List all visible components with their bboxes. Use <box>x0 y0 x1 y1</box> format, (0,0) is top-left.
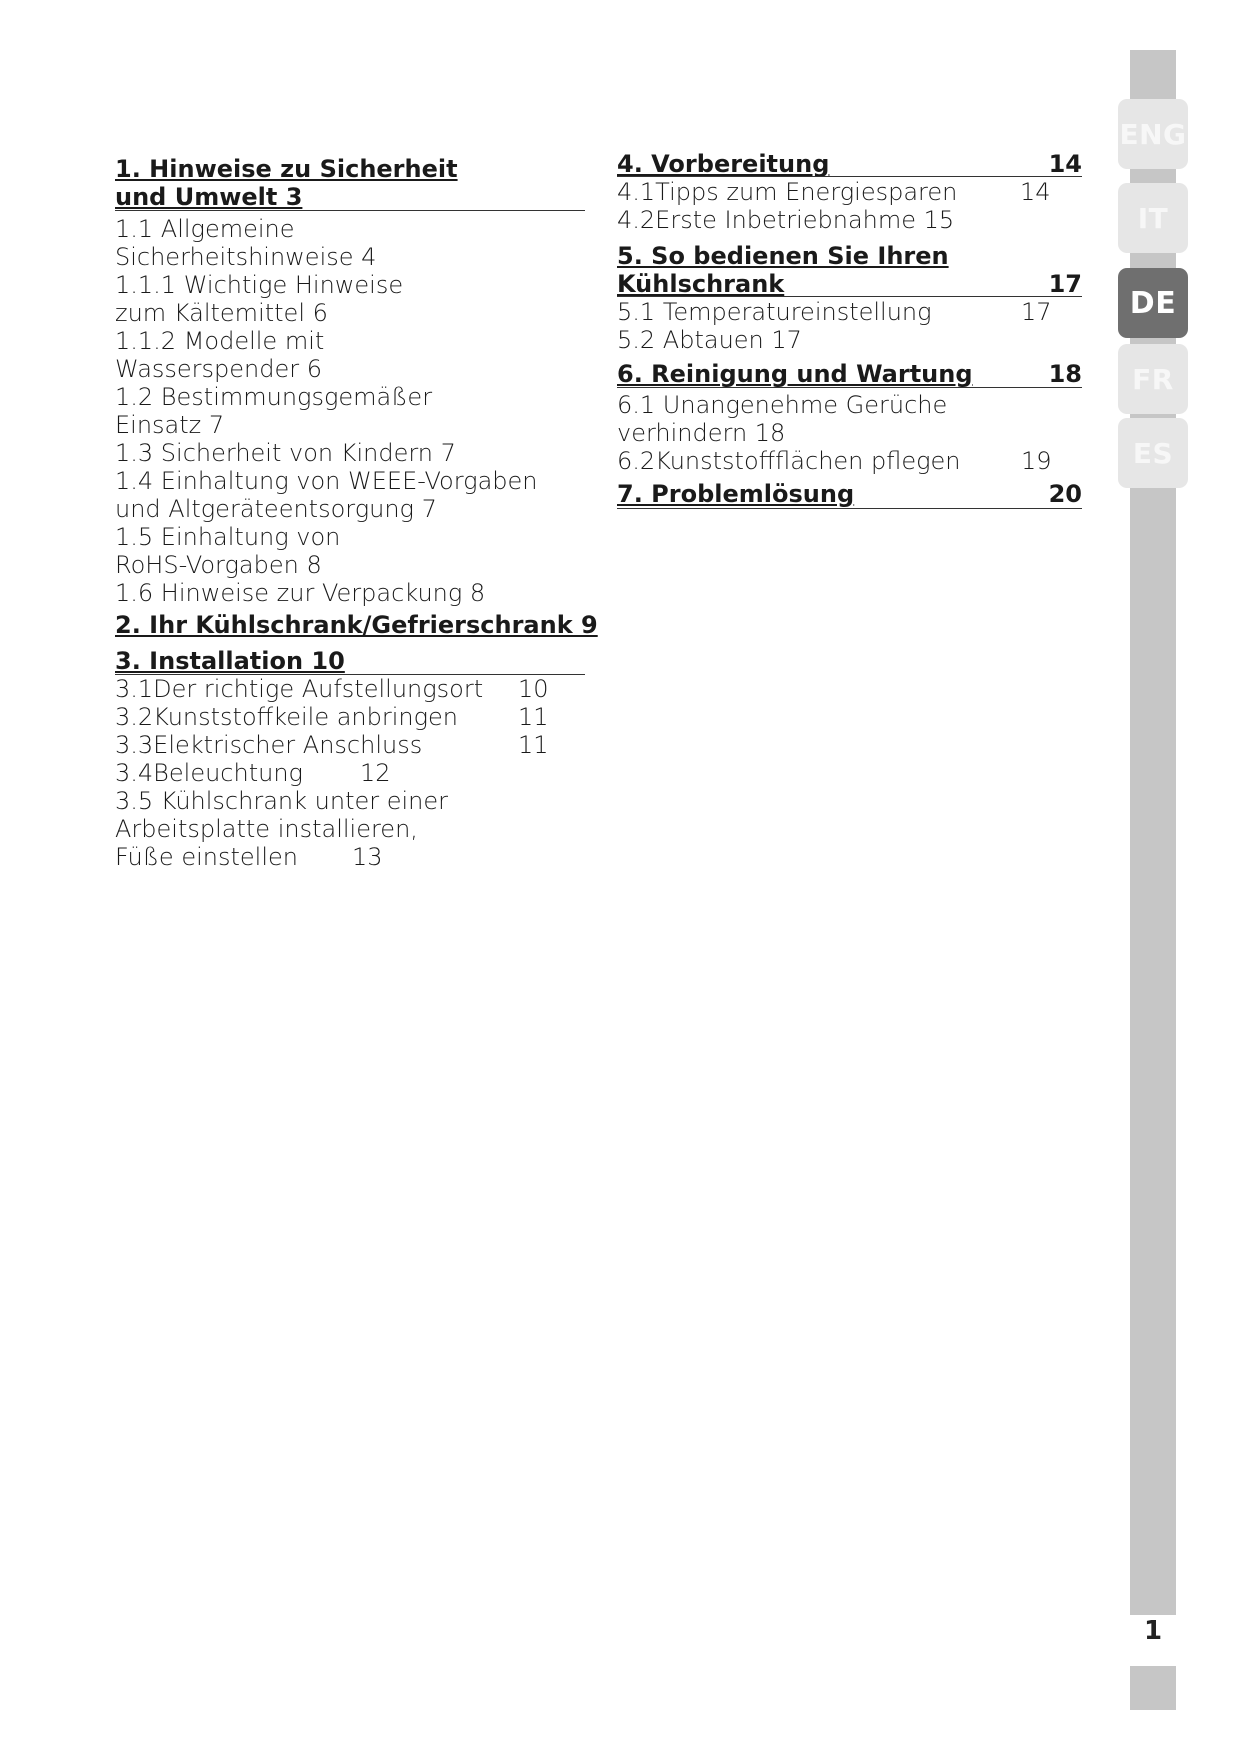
toc-heading-1-cont[interactable]: und Umwelt 3 <box>115 183 303 211</box>
toc-entry[interactable]: zum Kältemittel 6 <box>115 299 328 327</box>
toc-heading-5-cont[interactable] <box>617 270 1082 298</box>
divider <box>617 387 1082 388</box>
toc-page-number: 11 <box>518 703 549 731</box>
toc-heading-1[interactable]: 1. Hinweise zu Sicherheit <box>115 155 458 183</box>
divider <box>115 210 585 211</box>
toc-entry[interactable]: 1.1.1 Wichtige Hinweise <box>115 271 404 299</box>
toc-entry[interactable]: Sicherheitshinweise 4 <box>115 243 377 271</box>
toc-page-number: 17 <box>1048 270 1082 298</box>
toc-entry[interactable] <box>115 675 585 703</box>
toc-entry[interactable] <box>115 843 585 871</box>
toc-entry[interactable]: 6.1 Unangenehme Gerüche <box>617 391 948 419</box>
divider <box>617 176 1082 177</box>
toc-entry[interactable]: Einsatz 7 <box>115 411 225 439</box>
toc-entry-text: 3.2Kunststoffkeile anbringen <box>115 703 458 731</box>
toc-entry[interactable]: 1.2 Bestimmungsgemäßer <box>115 383 433 411</box>
toc-entry[interactable]: 3.5 Kühlschrank unter einer <box>115 787 449 815</box>
toc-entry[interactable] <box>617 298 1082 326</box>
toc-heading-text: 4. Vorbereitung <box>617 150 830 178</box>
toc-heading-text: 6. Reinigung und Wartung <box>617 360 973 388</box>
page-number: 1 <box>1143 1616 1163 1646</box>
toc-entry[interactable]: Arbeitsplatte installieren, <box>115 815 418 843</box>
divider <box>617 296 1082 297</box>
toc-entry[interactable]: 1.3 Sicherheit von Kindern 7 <box>115 439 456 467</box>
toc-page-number: 13 <box>352 843 383 871</box>
toc-entry[interactable] <box>617 178 1082 206</box>
toc-heading-5[interactable]: 5. So bedienen Sie Ihren <box>617 242 949 270</box>
toc-heading-7[interactable] <box>617 480 1082 508</box>
language-tab-es[interactable]: ES <box>1118 418 1188 488</box>
toc-page-number: 20 <box>1048 480 1082 508</box>
toc-entry-text: 6.2Kunststoffflächen pflegen <box>617 447 961 475</box>
toc-page-number: 18 <box>1048 360 1082 388</box>
toc-entry[interactable] <box>617 206 1082 234</box>
toc-entry-text: 3.3Elektrischer Anschluss <box>115 731 423 759</box>
toc-heading-6[interactable] <box>617 360 1082 388</box>
toc-page-number: 19 <box>1021 447 1052 475</box>
sidebar-footer-block <box>1130 1666 1176 1710</box>
toc-entry-text: 3.1Der richtige Aufstellungsort <box>115 675 484 703</box>
toc-entry[interactable]: 1.5 Einhaltung von <box>115 523 341 551</box>
toc-page-number: 10 <box>518 675 549 703</box>
toc-entry[interactable] <box>115 731 585 759</box>
toc-page-number: 11 <box>518 731 549 759</box>
toc-entry[interactable]: 1.1 Allgemeine <box>115 215 295 243</box>
toc-heading-text: 7. Problemlösung <box>617 480 855 508</box>
toc-entry-text: 4.1Tipps zum Energiesparen <box>617 178 958 206</box>
toc-entry[interactable]: verhindern 18 <box>617 419 786 447</box>
toc-entry-text: 3.4Beleuchtung <box>115 759 303 787</box>
language-tab-de[interactable]: DE <box>1118 268 1188 338</box>
toc-page-number: 15 <box>923 206 955 234</box>
toc-entry[interactable]: 5.2 Abtauen 17 <box>617 326 802 354</box>
toc-entry[interactable]: 1.1.2 Modelle mit <box>115 327 325 355</box>
toc-heading-text: Kühlschrank <box>617 270 785 298</box>
divider <box>617 508 1082 509</box>
toc-page-number: 17 <box>1021 298 1052 326</box>
toc-heading-2[interactable]: 2. Ihr Kühlschrank/Gefrierschrank 9 <box>115 611 598 639</box>
toc-entry[interactable]: Wasserspender 6 <box>115 355 323 383</box>
toc-page-number: 14 <box>1048 150 1082 178</box>
language-tab-fr[interactable]: FR <box>1118 344 1188 414</box>
language-tab-eng[interactable]: ENG <box>1118 99 1188 169</box>
toc-heading-4[interactable] <box>617 150 1082 178</box>
language-tab-it[interactable]: IT <box>1118 183 1188 253</box>
toc-entry[interactable] <box>115 759 585 787</box>
toc-entry[interactable]: 1.4 Einhaltung von WEEE-Vorgaben <box>115 467 538 495</box>
toc-entry[interactable] <box>115 703 585 731</box>
toc-entry[interactable]: RoHS-Vorgaben 8 <box>115 551 322 579</box>
toc-page-number: 14 <box>1020 178 1051 206</box>
toc-entry-text: Füße einstellen <box>115 843 298 871</box>
toc-entry[interactable]: und Altgeräteentsorgung 7 <box>115 495 437 523</box>
toc-entry[interactable]: 1.6 Hinweise zur Verpackung 8 <box>115 579 486 607</box>
toc-entry-text: 4.2Erste Inbetriebnahme <box>617 206 917 234</box>
toc-entry-text: 5.1 Temperatureinstellung <box>617 298 932 326</box>
toc-heading-3[interactable]: 3. Installation 10 <box>115 647 345 675</box>
toc-entry[interactable] <box>617 447 1082 475</box>
toc-page-number: 12 <box>360 759 391 787</box>
